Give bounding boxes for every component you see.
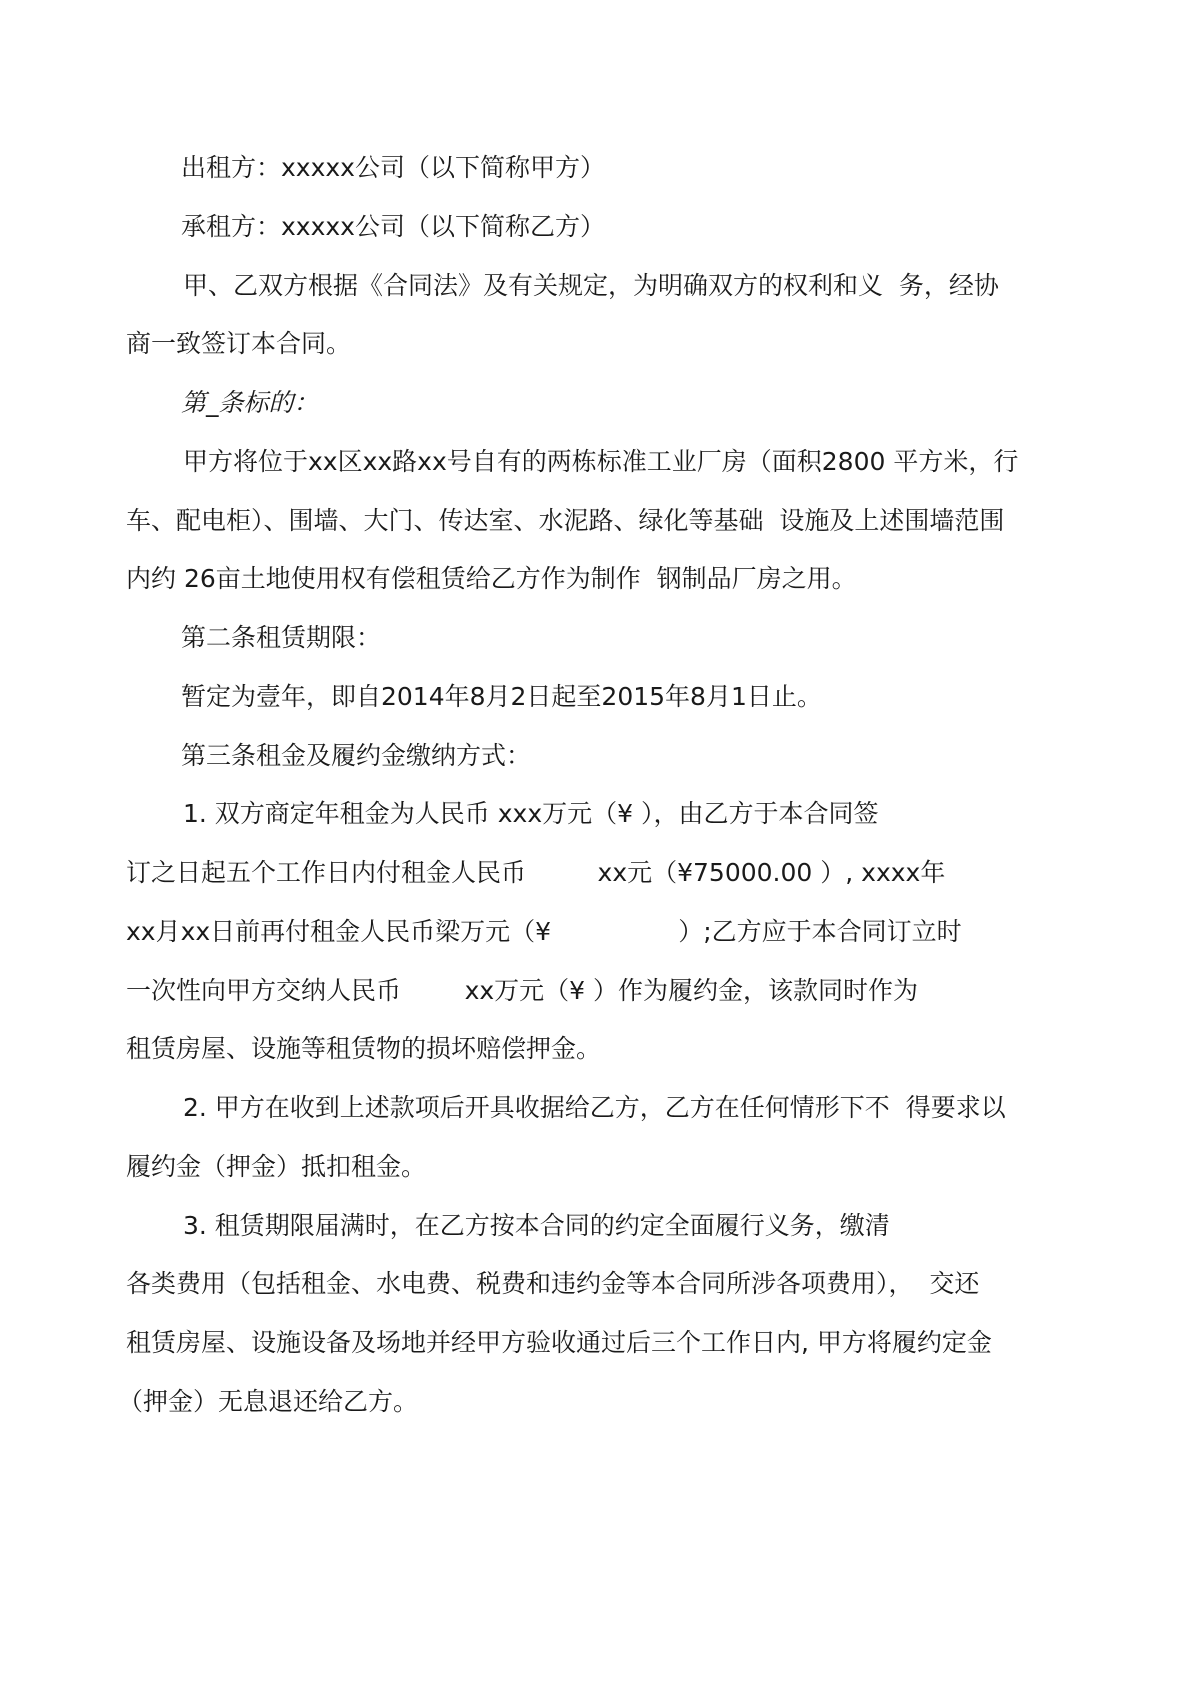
article-3-heading: 第三条租金及履约金缴纳方式： [181,741,532,770]
article-1-heading: 第_条标的： [181,388,319,417]
clause-2-line-2: 履约金（押金）抵扣租金。 [126,1152,427,1181]
clause-2-line-1: 2. 甲方在收到上述款项后开具收据给乙方，乙方在任何情形下不 得要求以 [183,1093,1006,1122]
clause-3-line-1: 3. 租赁期限届满时，在乙方按本合同的约定全面履行义务，缴清 [183,1211,890,1240]
clause-3-line-4: （押金）无息退还给乙方。 [118,1387,419,1416]
clause-1-line-2: 订之日起五个工作日内付租金人民币 xx元（¥75000.00 ）, xxxx年 [126,858,946,887]
article-2-heading: 第二条租赁期限： [181,623,382,652]
clause-3-line-2: 各类费用（包括租金、水电费、税费和违约金等本合同所涉各项费用）， 交还 [126,1269,980,1298]
lessor-line: 出租方：xxxxx公司（以下简称甲方） [181,153,605,182]
clause-3-line-3: 租赁房屋、设施设备及场地并经甲方验收通过后三个工作日内, 甲方将履约定金 [126,1328,992,1357]
clause-1-line-5: 租赁房屋、设施等租赁物的损坏赔偿押金。 [126,1034,602,1063]
article-2-body: 暂定为壹年，即自2014年8月2日起至2015年8月1日止。 [181,682,822,711]
article-1-body-line-3: 内约 26亩土地使用权有偿租赁给乙方作为制作 钢制品厂房之用。 [126,564,857,593]
article-1-body-line-1: 甲方将位于xx区xx路xx号自有的两栋标准工业厂房（面积2800 平方米，行 [183,447,1019,476]
article-1-body-line-2: 车、配电柜）、围墙、大门、传达室、水泥路、绿化等基础 设施及上述围墙范围 [126,506,1005,535]
clause-1-line-3: xx月xx日前再付租金人民币梁万元（¥ ）;乙方应于本合同订立时 [126,917,962,946]
clause-1-line-1: 1. 双方商定年租金为人民币 xxx万元（¥ ），由乙方于本合同签 [183,799,879,828]
lessee-line: 承租方：xxxxx公司（以下简称乙方） [181,212,605,241]
clause-1-line-4: 一次性向甲方交纳人民币 xx万元（¥ ）作为履约金，该款同时作为 [126,976,919,1005]
preamble-line-1: 甲、乙双方根据《合同法》及有关规定，为明确双方的权利和义 务，经协 [183,271,999,300]
preamble-line-2: 商一致签订本合同。 [126,329,352,358]
